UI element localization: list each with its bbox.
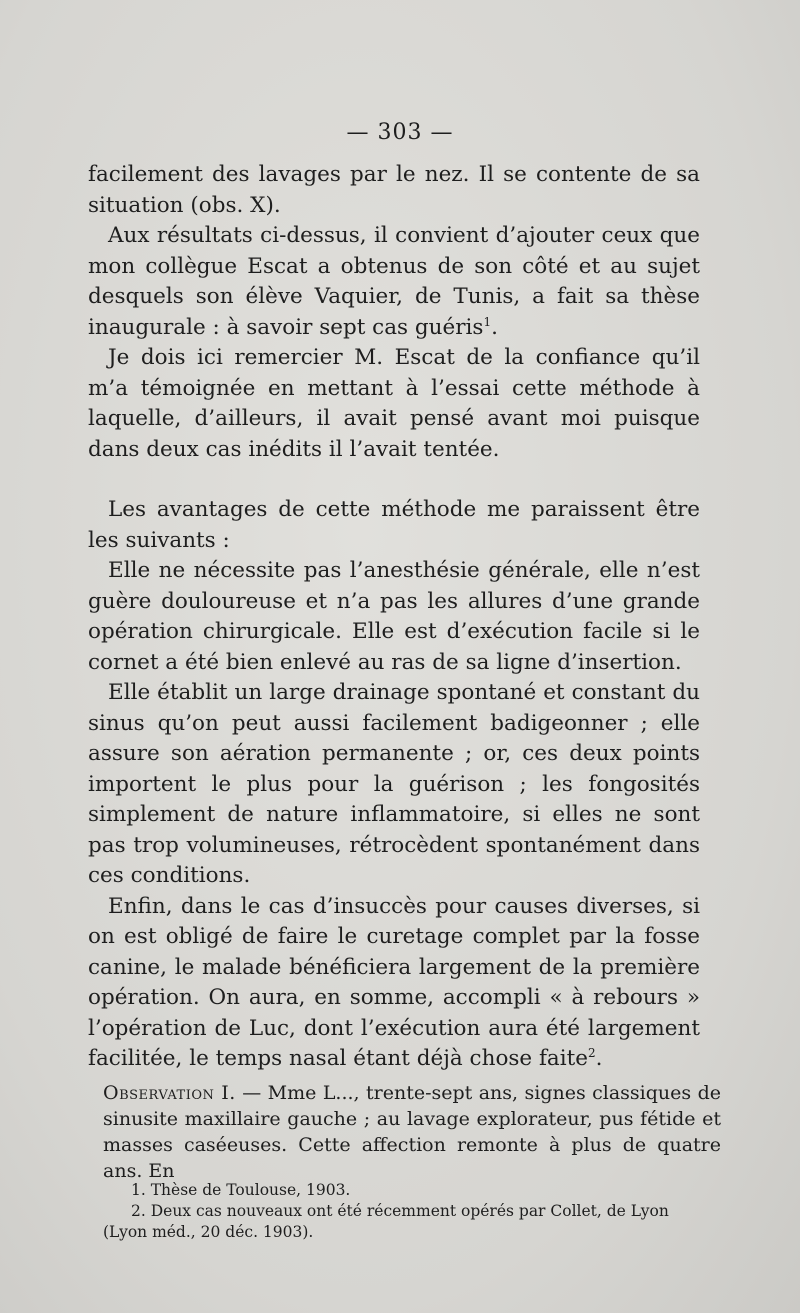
observation-block (103, 1080, 721, 1184)
main-text (88, 160, 700, 1075)
footnotes (103, 1180, 721, 1243)
footnote-2: 2. Deux cas nouveaux ont été récemment opérés par Collet, de Lyon (131, 1202, 669, 1220)
footnote-ref-2: 2 (588, 1045, 596, 1060)
paragraph-3: Je dois ici remercier M. Escat de la confiance qu’il m’a témoignée en mettant à l’essai cette méthode à laquelle, d’ailleurs, il avait pensé avant moi puisque dans deux cas inédits il l’avait tentée. (88, 345, 700, 462)
paragraph-2-end: . (491, 314, 498, 340)
paragraph-5: Elle ne nécessite pas l’anesthésie générale, elle n’est guère douloureuse et n’a pas les allures d’une grande opération chirurgicale. Elle est d’exécution facile si le cornet a été bien enlevé au ras de sa ligne d’insertion. (88, 558, 700, 675)
paragraph-6: Elle établit un large drainage spontané et constant du sinus qu’on peut aussi facilement badigeonner ; elle assure son aération permanente ; or, ces deux points importent le plus pour la guérison ; les fongosités simplement de nature inflammatoire, si elles ne sont pas trop volumineuses, rétrocèdent spontanément dans ces conditions. (88, 680, 700, 888)
paragraph-4: Les avantages de cette méthode me paraissent être les suivants : (88, 497, 700, 553)
footnote-ref-1: 1 (483, 314, 492, 329)
footnote-1: 1. Thèse de Toulouse, 1903. (131, 1181, 351, 1199)
section-gap (88, 465, 700, 495)
paragraph-7-text: Enfin, dans le cas d’insuccès pour causes diverses, si on est obligé de faire le curetage complet par la fosse canine, le malade bénéficiera largement de la première opération. On aura, en somme, accompli « à rebours » l’opération de Luc, dont l’exécution aura été largement facilitée, le temps nasal étant déjà chose faite (88, 893, 700, 1071)
paragraph-2-text: Aux résultats ci-dessus, il convient d’ajouter ceux que mon collègue Escat a obtenus de son côté et au sujet desquels son élève Vaquier, de Tunis, a fait sa thèse inaugurale : à savoir sept cas guéris (88, 223, 700, 340)
observation-text: — Mme L..., trente-sept ans, signes classiques de sinusite maxillaire gauche ; au lavage explorateur, pus fétide et masses caséeuses. Cette affection remonte à plus de quatre ans. En (103, 1082, 721, 1182)
paragraph-1: facilement des lavages par le nez. Il se contente de sa situation (obs. X). (88, 162, 700, 218)
paragraph-7-end: . (595, 1046, 603, 1071)
observation-label: Observation I. (103, 1082, 236, 1104)
footnote-2-continuation: (Lyon méd., 20 déc. 1903). (103, 1223, 314, 1241)
paragraph-2 (88, 221, 700, 343)
paragraph-7 (88, 892, 700, 1075)
page-number: — 303 — (346, 120, 454, 145)
